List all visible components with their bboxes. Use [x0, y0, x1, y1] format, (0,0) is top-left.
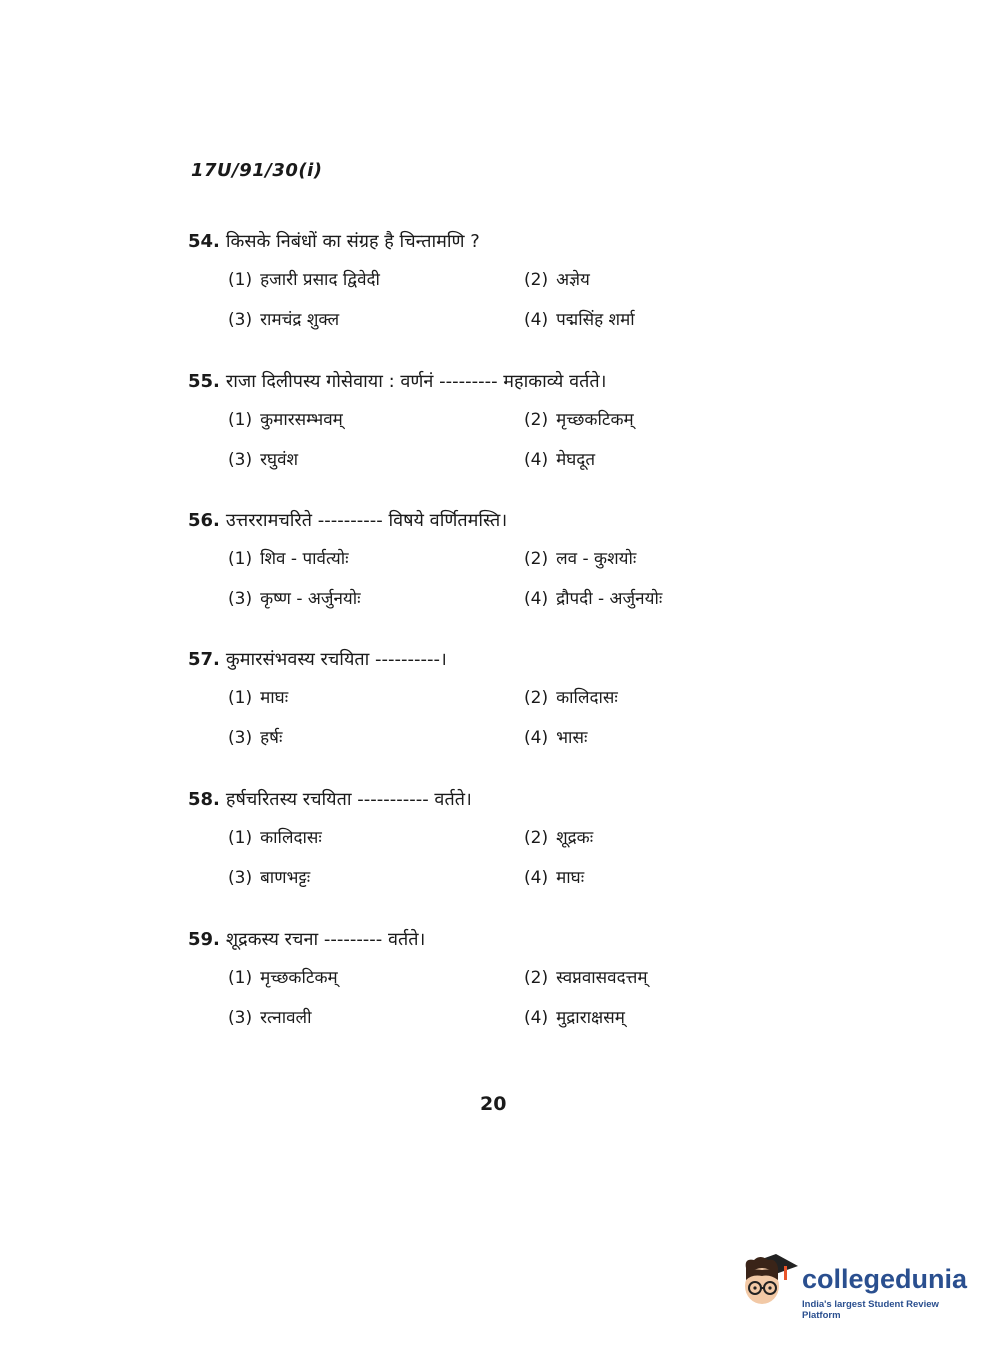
- option-2: (2) स्वप्नवासवदत्तम्: [524, 968, 648, 988]
- option-4: (4) पद्मसिंह शर्मा: [524, 310, 635, 330]
- question-stem: 54. किसके निबंधों का संग्रह है चिन्तामणि ?: [188, 231, 480, 252]
- option-1: (1) कुमारसम्भवम्: [228, 410, 343, 430]
- option-2: (2) लव - कुशयोः: [524, 549, 637, 569]
- question-54: [188, 229, 748, 347]
- question-stem: 56. उत्तररामचरिते ---------- विषये वर्णितमस्ति।: [188, 510, 508, 531]
- question-57: [188, 647, 748, 765]
- option-3: (3) बाणभट्टः: [228, 868, 311, 888]
- option-3: (3) कृष्ण - अर्जुनयोः: [228, 589, 361, 609]
- mascot-icon: [740, 1250, 800, 1312]
- question-stem: 57. कुमारसंभवस्य रचयिता ----------।: [188, 649, 447, 670]
- option-4: (4) मुद्राराक्षसम्: [524, 1008, 625, 1028]
- option-4: (4) मेघदूत: [524, 450, 596, 470]
- option-2: (2) शूद्रकः: [524, 828, 594, 848]
- question-stem: 58. हर्षचरितस्य रचयिता ----------- वर्तते।: [188, 789, 472, 810]
- option-4: (4) भासः: [524, 728, 588, 748]
- option-3: (3) रघुवंश: [228, 450, 299, 470]
- collegedunia-watermark: collegedunia India's largest Student Review Platform: [740, 1250, 970, 1310]
- question-stem: 55. राजा दिलीपस्य गोसेवाया : वर्णनं --------- महाकाव्ये वर्तते।: [188, 371, 607, 392]
- option-1: (1) मृच्छकटिकम्: [228, 968, 338, 988]
- paper-code: 17U/91/30(i): [191, 160, 323, 181]
- option-4: (4) द्रौपदी - अर्जुनयोः: [524, 589, 663, 609]
- option-1: (1) हजारी प्रसाद द्विवेदी: [228, 270, 380, 290]
- page-number: 20: [480, 1093, 507, 1115]
- option-2: (2) अज्ञेय: [524, 270, 590, 290]
- question-56: [188, 508, 748, 626]
- question-stem: 59. शूद्रकस्य रचना --------- वर्तते।: [188, 929, 426, 950]
- option-3: (3) रामचंद्र शुक्ल: [228, 310, 340, 330]
- question-58: [188, 787, 748, 905]
- option-2: (2) कालिदासः: [524, 688, 618, 708]
- question-55: [188, 369, 748, 487]
- option-1: (1) कालिदासः: [228, 828, 322, 848]
- question-59: [188, 927, 748, 1045]
- option-3: (3) रत्नावली: [228, 1008, 312, 1028]
- option-4: (4) माघः: [524, 868, 585, 888]
- option-1: (1) माघः: [228, 688, 289, 708]
- option-2: (2) मृच्छकटिकम्: [524, 410, 634, 430]
- option-3: (3) हर्षः: [228, 728, 283, 748]
- option-1: (1) शिव - पार्वत्योः: [228, 549, 349, 569]
